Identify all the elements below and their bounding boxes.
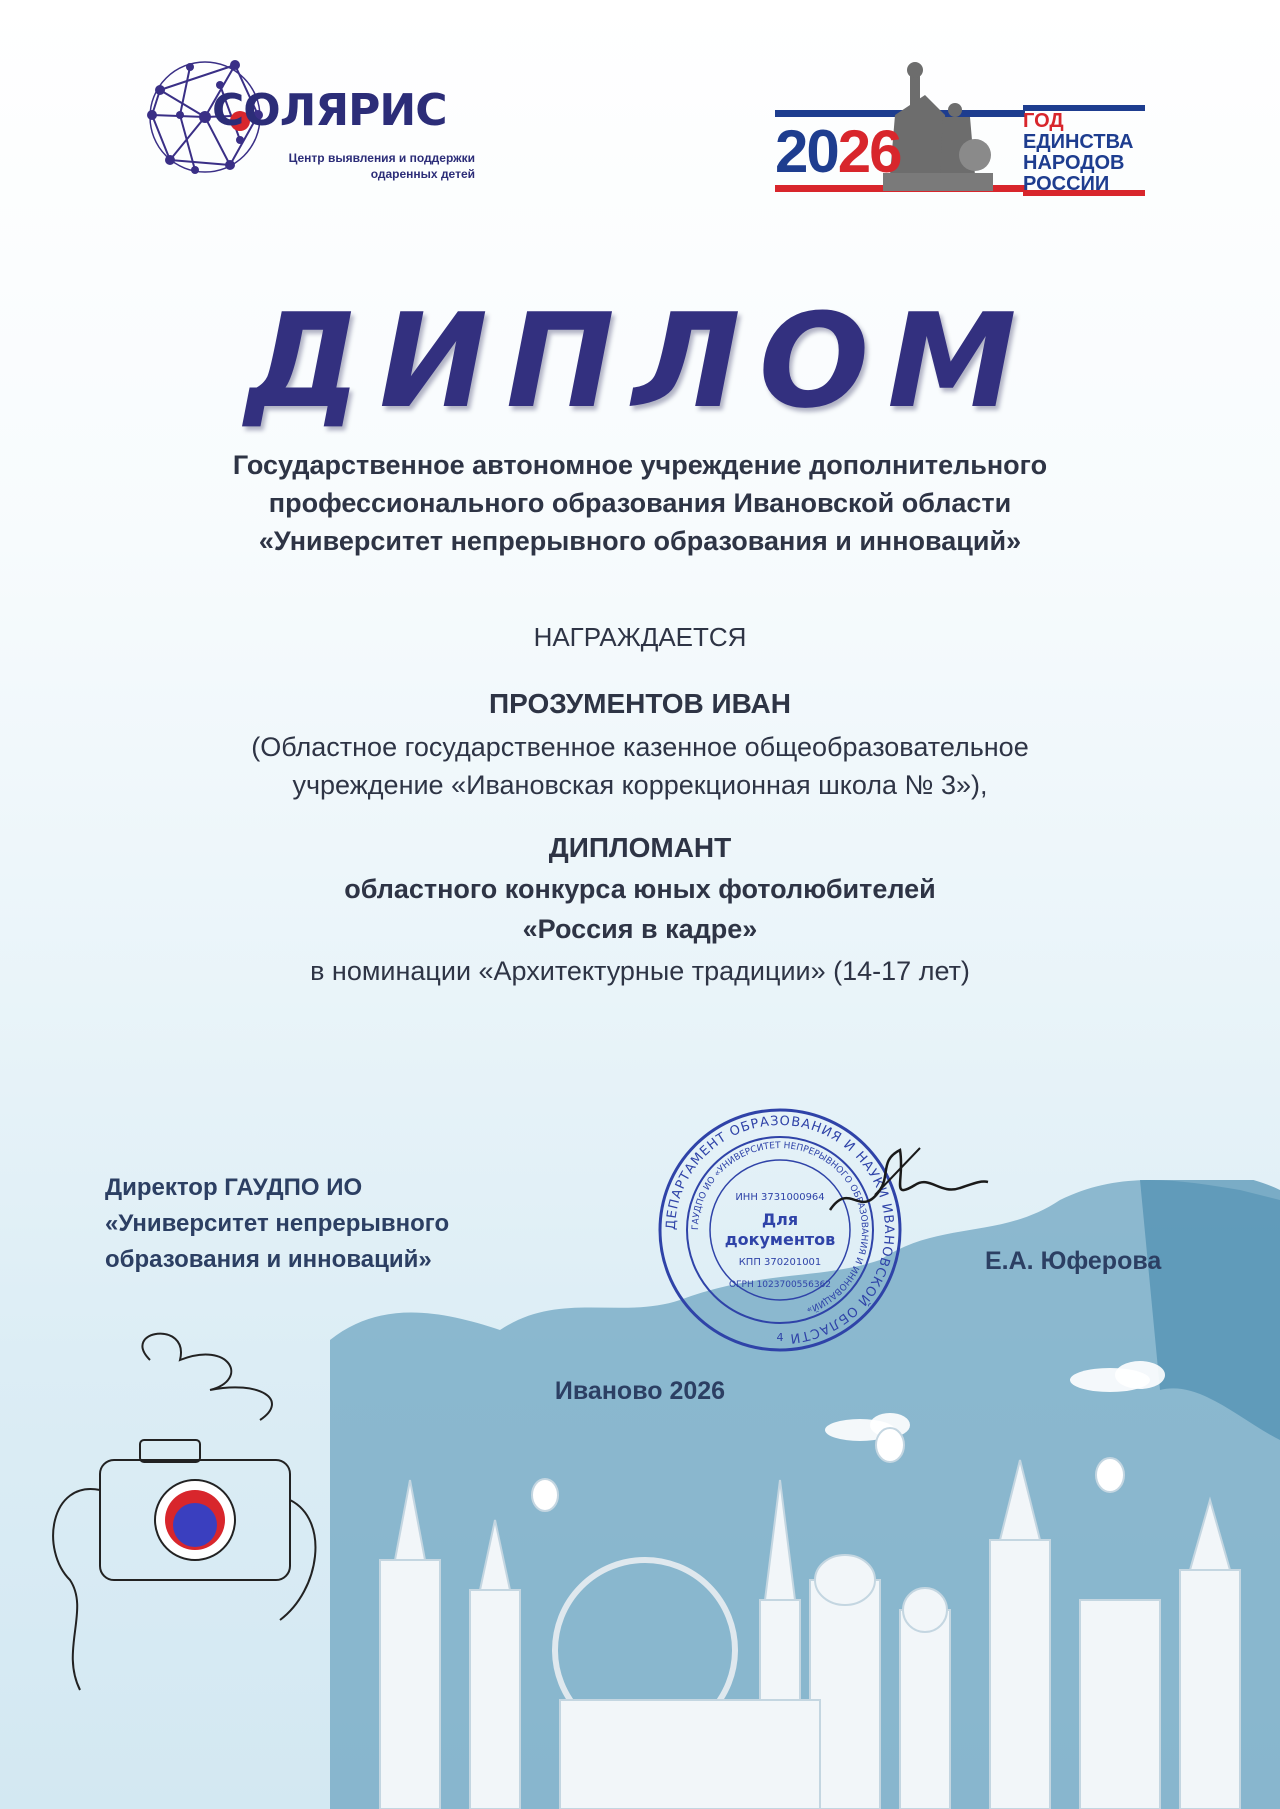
solaris-logo [140, 45, 480, 195]
stamp-kpp: КПП 370201001 [738, 1257, 822, 1268]
year-number: 2026 [775, 118, 901, 185]
solaris-logo-subtitle: Центр выявления и поддержки одаренных детей [288, 151, 475, 181]
stamp-inner-text: ГАУДПО ИО «УНИВЕРСИТЕТ НЕПРЕРЫВНОГО ОБРАЗОВАНИЯ И ИННОВАЦИЙ» [690, 1140, 870, 1315]
solaris-logo-name: СОЛЯРИС [212, 85, 447, 136]
stamp-inn: ИНН 3731000964 [735, 1192, 825, 1203]
signer-name: Е.А. Юферова [985, 1247, 1162, 1275]
awarded-label: НАГРАЖДАЕТСЯ [533, 622, 747, 652]
stamp-center-line1: Для [761, 1210, 799, 1229]
nomination: в номинации «Архитектурные традиции» (14-17 лет) [310, 956, 970, 986]
recipient-school: (Областное государственное казенное общеобразовательное учреждение «Ивановская коррекционная школа № 3»), [251, 732, 1029, 800]
award-status: ДИПЛОМАНТ [548, 832, 732, 863]
contest-description: областного конкурса юных фотолюбителей [344, 874, 936, 904]
handwritten-signature [820, 1140, 990, 1230]
year-of-unity-logo [775, 55, 1155, 205]
issuing-organization: Государственное автономное учреждение дополнительного профессионального образования Ивановской области «Университет непрерывного образования и инноваций» [232, 450, 1048, 556]
stamp-ogrn: ОГРН 1023700556362 [728, 1280, 832, 1290]
diploma-title: ДИПЛОМ [245, 285, 1035, 437]
stamp-number: 4 [776, 1331, 784, 1344]
stamp-center-line2: документов [724, 1230, 836, 1249]
recipient-name: ПРОЗУМЕНТОВ ИВАН [489, 688, 791, 719]
year-of-unity-caption: ГОД ЕДИНСТВА НАРОДОВ РОССИИ [1023, 110, 1134, 195]
director-title: Директор ГАУДПО ИО «Университет непрерывного образования и инноваций» [105, 1174, 450, 1273]
contest-name: «Россия в кадре» [522, 914, 758, 944]
place-and-year: Иваново 2026 [554, 1377, 726, 1405]
stamp-outer-text: ДЕПАРТАМЕНТ ОБРАЗОВАНИЯ И НАУКИ ИВАНОВСКОЙ ОБЛАСТИ [663, 1113, 897, 1346]
